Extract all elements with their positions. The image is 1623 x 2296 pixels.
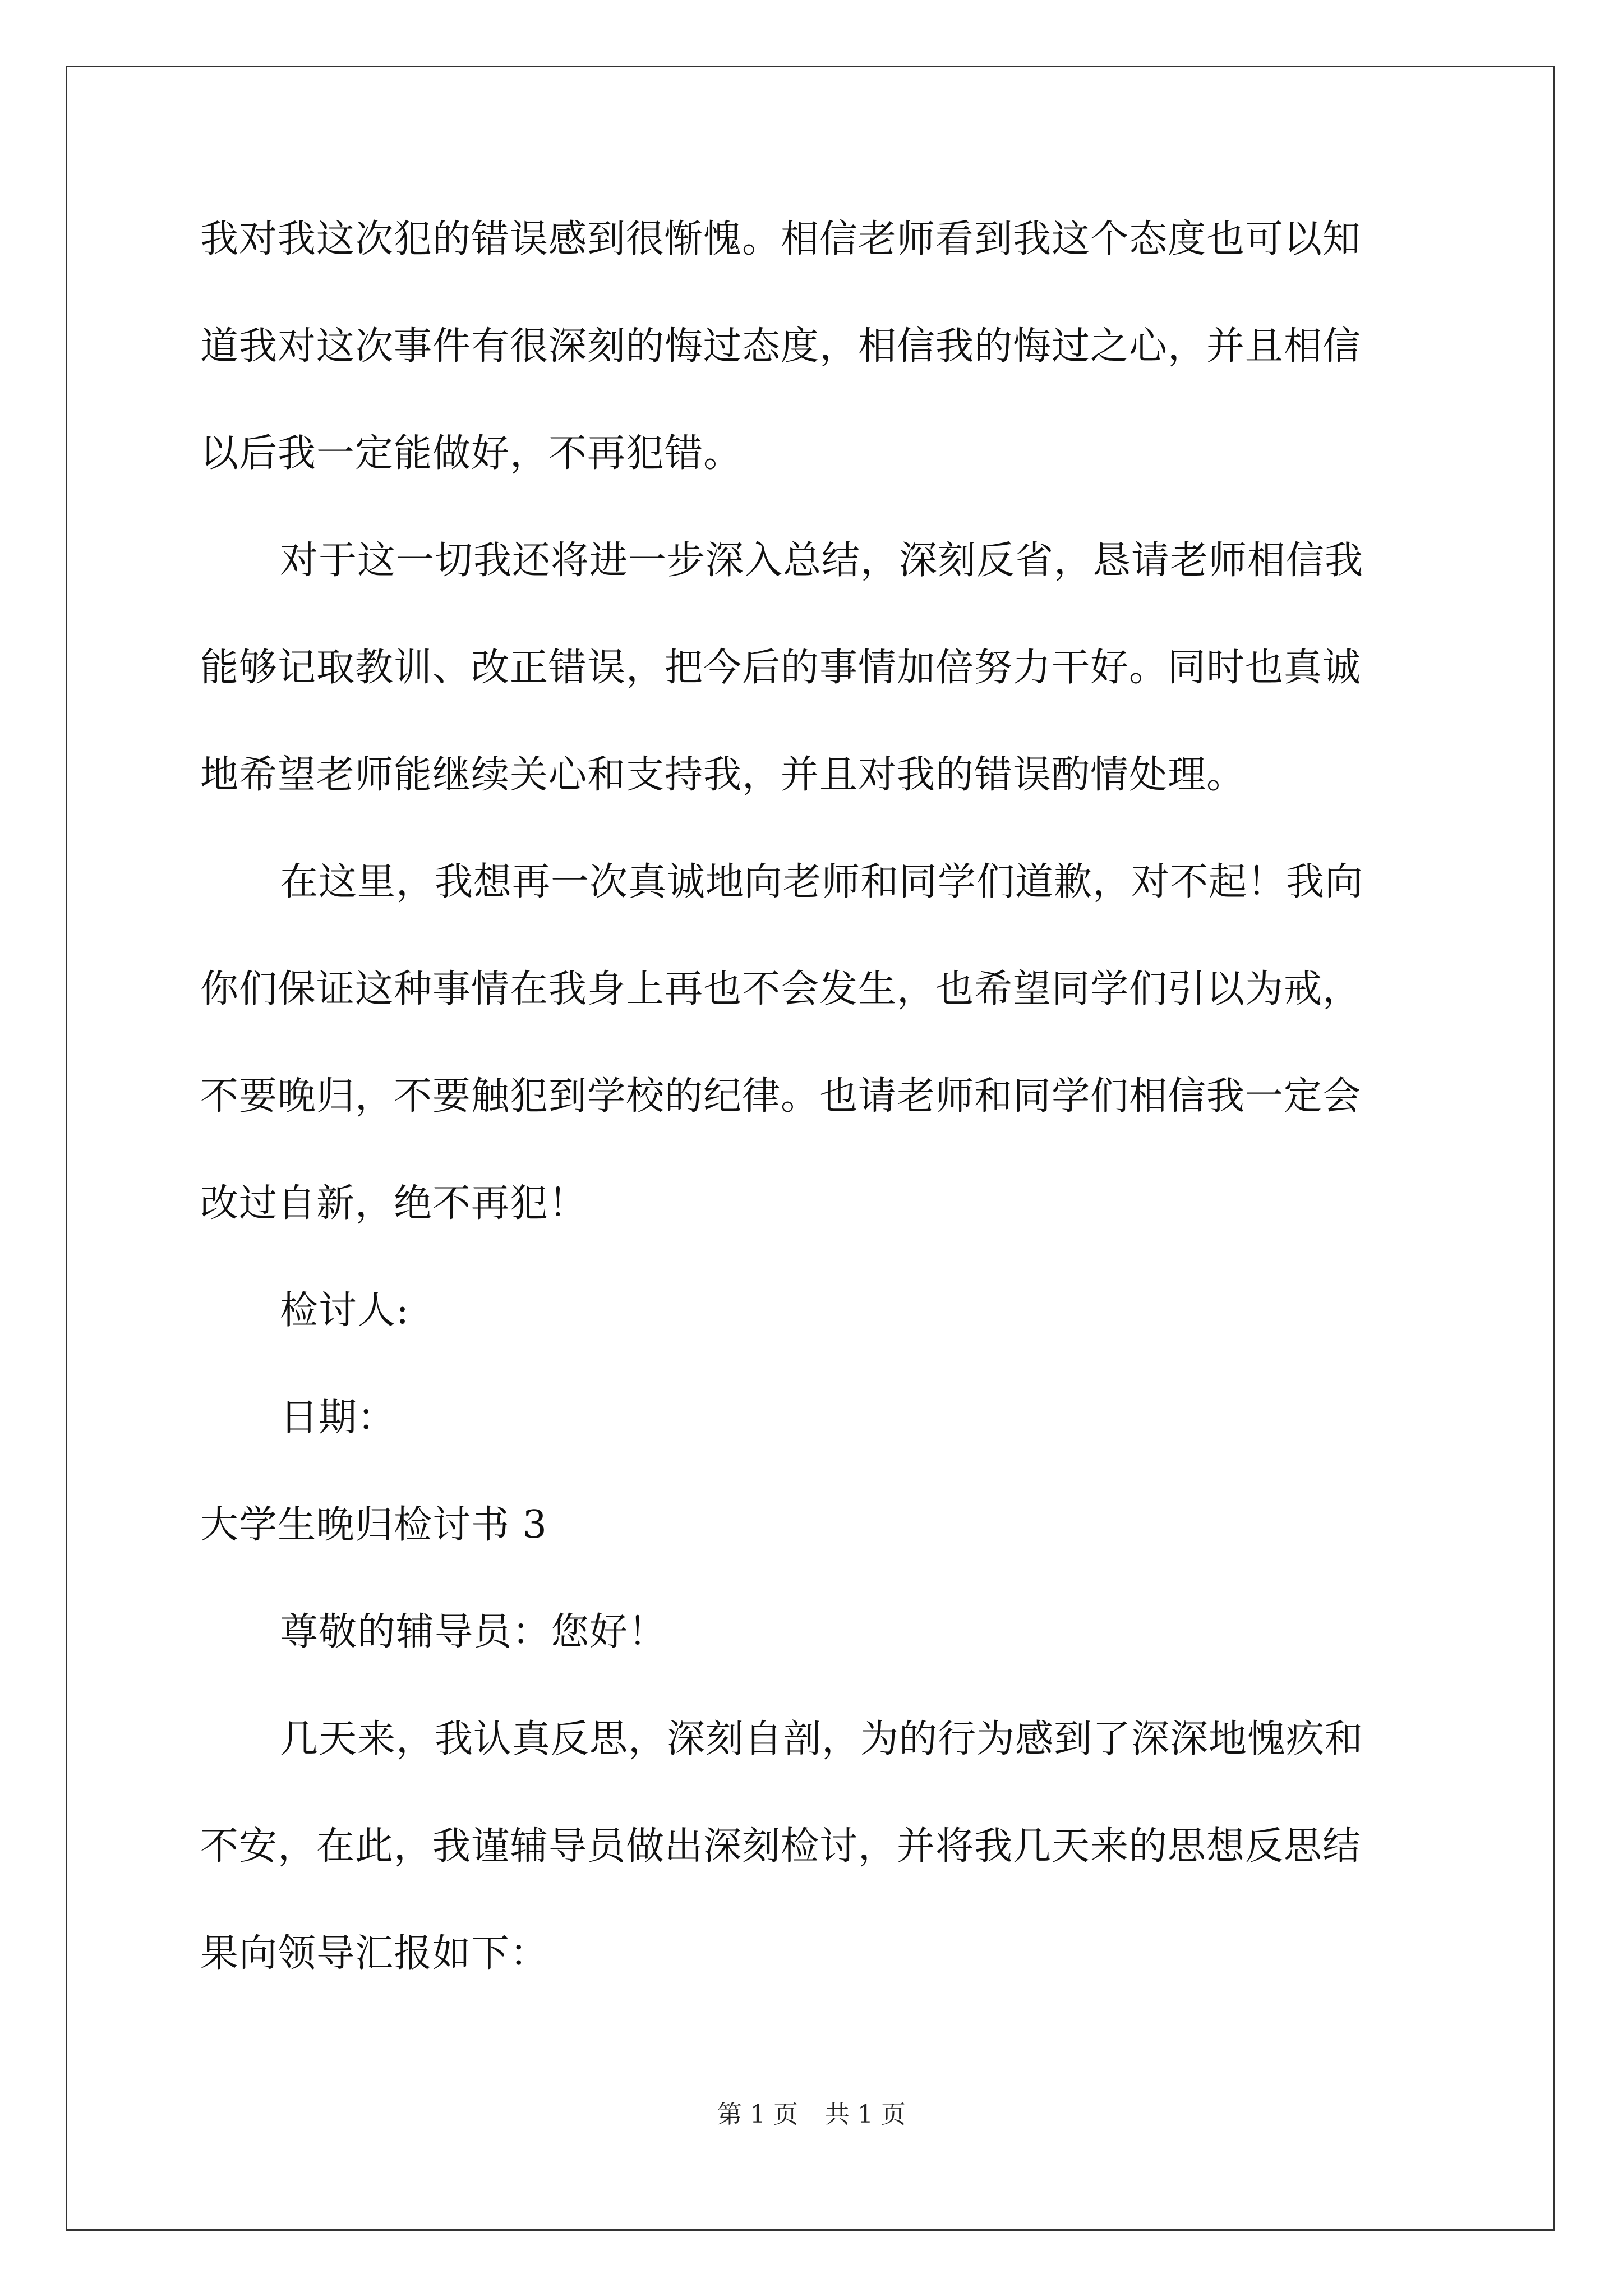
text-line: 以后我一定能做好，不再犯错。: [200, 431, 743, 476]
section-title: 大学生晚归检讨书 3: [200, 1503, 547, 1547]
date-label: 日期：: [280, 1396, 396, 1440]
text-line: 不要晚归，不要触犯到学校的纪律。也请老师和同学们相信我一定会: [200, 1074, 1362, 1119]
text-line: 我对我这次犯的错误感到很惭愧。相信老师看到我这个态度也可以知: [200, 217, 1362, 261]
text-line: 果向领导汇报如下：: [200, 1931, 549, 1976]
text-line: 你们保证这种事情在我身上再也不会发生，也希望同学们引以为戒，: [200, 967, 1362, 1011]
text-line: 能够记取教训、改正错误，把今后的事情加倍努力干好。同时也真诚: [200, 646, 1362, 690]
document-body: [200, 209, 1428, 2030]
text-line: 对于这一切我还将进一步深入总结，深刻反省，恳请老师相信我: [280, 539, 1364, 583]
text-line: 地希望老师能继续关心和支持我，并且对我的错误酌情处理。: [200, 753, 1246, 797]
signer-label: 检讨人:: [280, 1289, 409, 1333]
page-number: 第 1 页: [717, 2100, 798, 2129]
text-line: 道我对这次事件有很深刻的悔过态度，相信我的悔过之心，并且相信: [200, 324, 1362, 369]
page-footer: [0, 2098, 1623, 2132]
text-line: 在这里，我想再一次真诚地向老师和同学们道歉，对不起！我向: [280, 860, 1364, 904]
page-total: 共 1 页: [825, 2100, 906, 2129]
text-line: 几天来，我认真反思，深刻自剖，为的行为感到了深深地愧疚和: [280, 1717, 1364, 1761]
text-line: 改过自新，绝不再犯！: [200, 1181, 588, 1226]
text-line: 不安，在此，我谨辅导员做出深刻检讨，并将我几天来的思想反思结: [200, 1824, 1362, 1869]
salutation: 尊敬的辅导员：您好！: [280, 1610, 667, 1654]
